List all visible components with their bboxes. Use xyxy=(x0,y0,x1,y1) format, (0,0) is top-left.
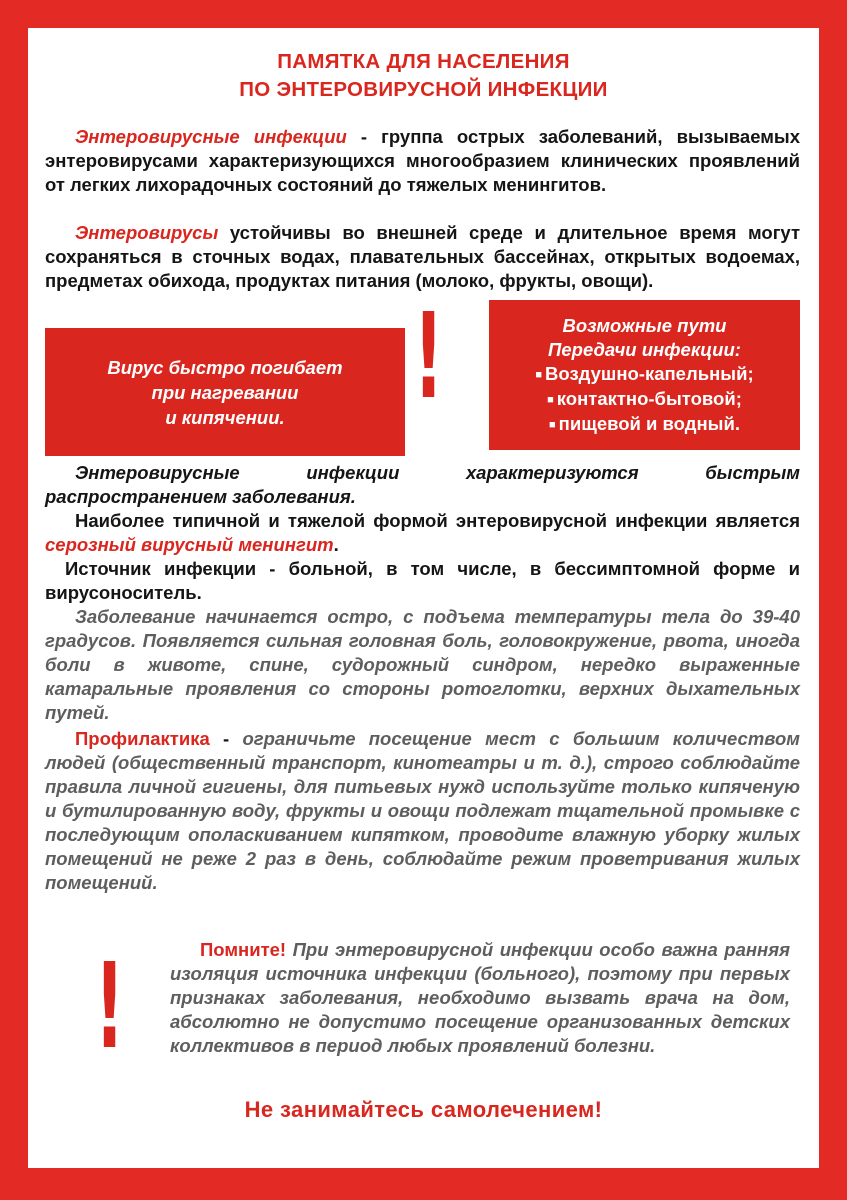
resistance-paragraph xyxy=(45,221,800,293)
heat-info-box xyxy=(45,328,405,456)
resistance-term: Энтеровирусы xyxy=(75,222,219,243)
title-line-1: ПАМЯТКА ДЛЯ НАСЕЛЕНИЯ xyxy=(277,50,570,73)
exclamation-mark-icon: ! xyxy=(413,287,444,425)
typical-form-paragraph: Наиболее типичной и тяжелой формой энтеровирусной инфекции является серозный вирусный менингит. xyxy=(45,510,800,555)
spread-paragraph: Энтеровирусные инфекции характеризуются быстрым распространением заболевания. xyxy=(45,462,800,507)
leaflet-page xyxy=(28,28,819,1168)
list-item: ■ Воздушно-капельный; xyxy=(489,362,800,387)
title-line-2: ПО ЭНТЕРОВИРУСНОЙ ИНФЕКЦИИ xyxy=(239,78,608,101)
transmission-heading-2: Передачи инфекции: xyxy=(548,339,741,360)
transmission-list xyxy=(489,362,800,437)
prevention-text: ограничьте посещение мест с большим количеством людей (общественный транспорт, кинотеатры и т. д.), строго соблюдайте правила личной гигиены, для питьевых нужд используйте только кипяченую и бутилированную воду, фрукты и овощи подлежат тщательной промывке с последующим ополаскиванием кипятком, проводите влажную уборку жилых помещений не реже 2 раз в день, соблюдайте режим проветривания жилых помещений. xyxy=(45,728,800,893)
resistance-text: устойчивы во внешней среде и длительное время могут сохраняться в сточных водах, плавательных бассейнах, открытых водоемах, предметах обихода, продуктах питания (молоко, фрукты, овощи). xyxy=(45,222,800,291)
prevention-paragraph: Профилактика - ограничьте посещение мест с большим количеством людей (общественный транспорт, кинотеатры и т. д.), строго соблюдайте правила личной гигиены, для питьевых нужд используйте только кипяченую и бутилированную воду, фрукты и овощи подлежат тщательной промывке с последующим ополаскиванием кипятком, проводите влажную уборку жилых помещений не реже 2 раз в день, соблюдайте режим проветривания жилых помещений. xyxy=(45,728,800,893)
page-title xyxy=(28,48,819,104)
list-item: ■ контактно-бытовой; xyxy=(489,387,800,412)
remember-term: Помните! xyxy=(200,939,287,960)
transmission-routes-box xyxy=(489,300,800,450)
intro-paragraph xyxy=(45,125,800,197)
intro-term: Энтеровирусные инфекции xyxy=(75,126,347,147)
transmission-heading-1: Возможные пути xyxy=(562,315,727,336)
symptoms-paragraph: Заболевание начинается остро, с подъема температуры тела до 39-40 градусов. Появляется сильная головная боль, головокружение, рвота, иногда боли в животе, спине, судорожный синдром, нередко выраженные катаральные проявления со стороны ротоглотки, верхних дыхательных путей. xyxy=(45,606,800,723)
self-treatment-warning: Не занимайтесь самолечением! xyxy=(244,1097,603,1122)
heat-info-line-2: при нагревании xyxy=(151,381,299,403)
infection-source-paragraph: Источник инфекции - больной, в том числе, в бессимптомной форме и вирусоноситель. xyxy=(45,558,800,603)
exclamation-mark-icon-bottom: ! xyxy=(94,937,125,1075)
meningitis-term: серозный вирусный менингит xyxy=(45,534,334,555)
remember-text: При энтеровирусной инфекции особо важна ранняя изоляция источника инфекции (больного), поэтому при первых признаках заболевания, необходимо вызвать врача на дом, абсолютно не допустимо посещение организованных детских коллективов в период любых проявлений болезни. xyxy=(170,939,790,1056)
intro-text: - группа острых заболеваний, вызываемых энтеровирусами характеризующихся многообразием клинических проявлений от легких лихорадочных состояний до тяжелых менингитов. xyxy=(45,126,801,195)
heat-info-line-1: Вирус быстро погибает xyxy=(107,356,343,378)
heat-info-line-3: и кипячении. xyxy=(165,406,285,428)
remember-paragraph xyxy=(170,938,790,1058)
prevention-term: Профилактика xyxy=(75,728,210,749)
list-item: ■ пищевой и водный. xyxy=(489,412,800,437)
